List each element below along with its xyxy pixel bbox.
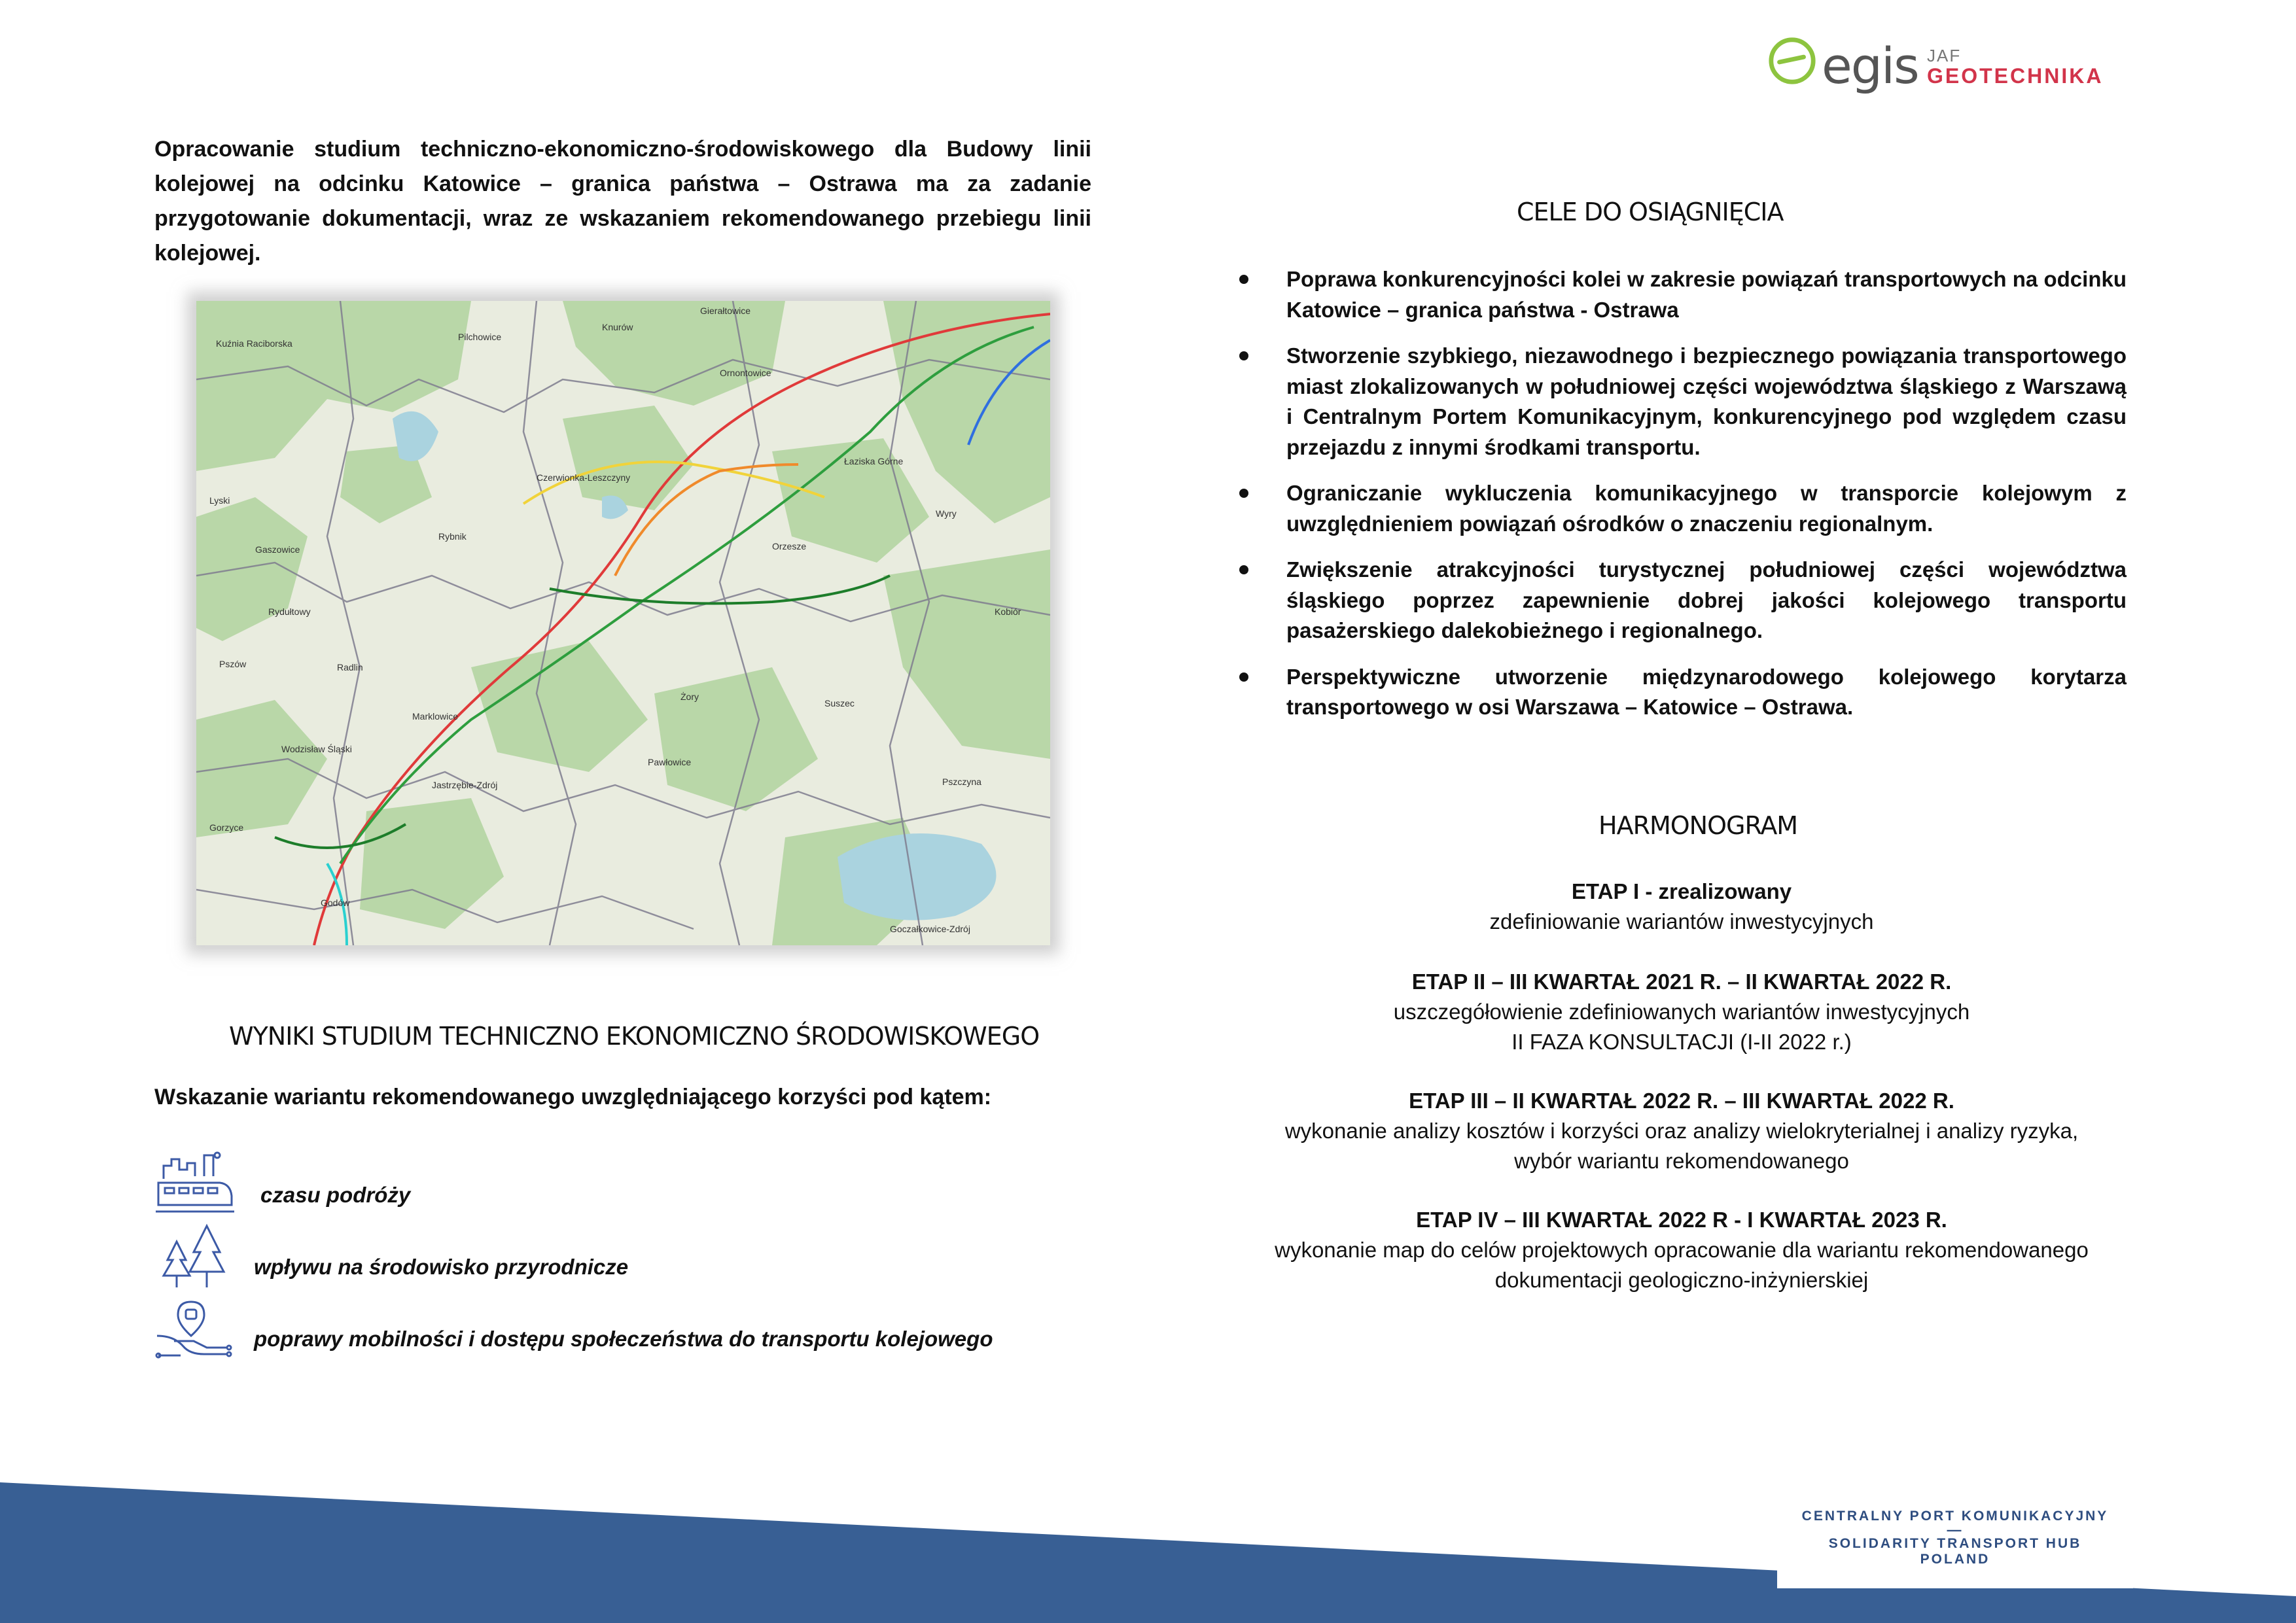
route-map [196,301,1050,945]
map-label: Radlin [337,662,363,672]
map-label: Godów [321,898,350,908]
train-city-icon [154,1150,236,1215]
goal-item: Poprawa konkurencyjności kolei w zakresie powiązań transportowych na odcinku Katowice – granica państwa - Ostrawa [1237,264,2127,325]
stage-heading: ETAP IV – III KWARTAŁ 2022 R - I KWARTAŁ 2023 R. [1416,1208,1947,1232]
wyniki-title: WYNIKI STUDIUM TECHNICZNO EKONOMICZNO ŚRODOWISKOWEGO [229,1022,1040,1051]
stage-heading: ETAP III – II KWARTAŁ 2022 R. – III KWARTAŁ 2022 R. [1409,1089,1954,1113]
benefit-label: poprawy mobilności i dostępu społeczeństwa do transportu kolejowego [254,1327,993,1351]
harmonogram-title: HARMONOGRAM [1598,811,1798,840]
map-label: Kuźnia Raciborska [216,338,292,349]
goal-item: Perspektywiczne utworzenie międzynarodowego kolejowego korytarza transportowego w osi Warszawa – Katowice – Ostrawa. [1237,662,2127,723]
cpk-line2: SOLIDARITY TRANSPORT HUB [1828,1536,2082,1551]
map-label: Rydułtowy [268,606,311,617]
benefit-item [154,1223,236,1292]
stage-block [1178,1086,2185,1176]
route-pin-icon [154,1298,236,1363]
benefit-label: wpływu na środowisko przyrodnicze [254,1255,629,1279]
map-label: Pilchowice [458,332,502,342]
map-label: Ornontowice [720,368,771,378]
map-label: Suszec [824,698,855,708]
map-label: Pszów [219,659,247,669]
cpk-dash: — [1947,1522,1964,1538]
stage-heading: ETAP II – III KWARTAŁ 2021 R. – II KWARTAŁ 2022 R. [1411,969,1952,994]
map-label: Knurów [602,322,633,332]
stage-block [1178,877,2185,937]
cpk-line3: POLAND [1920,1552,1990,1567]
stage-block [1178,1205,2185,1295]
stage-description: wykonanie map do celów projektowych opracowanie dla wariantu rekomendowanego [1275,1238,2089,1262]
goal-item: Stworzenie szybkiego, niezawodnego i bezpiecznego powiązania transportowego miast zlokalizowanych w południowej części województwa śląskiego z Warszawą i Centralnym Portem Komunikacyjnym, konkurencyjnego pod względem czasu przejazdu z innymi środkami transportu. [1237,341,2127,462]
map-label: Łaziska Górne [844,456,904,466]
stage-description: zdefiniowanie wariantów inwestycyjnych [1489,909,1874,934]
egis-wordmark: egis [1822,37,1918,95]
cele-title: CELE DO OSIĄGNIĘCIA [1517,198,1784,226]
benefit-item [154,1298,236,1367]
map-label: Jastrzębie-Zdrój [432,780,498,790]
jaf-wordmark: JAF [1927,46,1962,65]
map-label: Rybnik [438,531,467,542]
map-graphic [196,301,1050,945]
trees-icon [154,1223,236,1289]
stage-heading: ETAP I - zrealizowany [1571,879,1792,903]
map-label: Wyry [936,508,957,519]
geotechnika-wordmark: GEOTECHNIKA [1927,64,2104,88]
cpk-logo [1777,1486,2133,1588]
map-label: Pszczyna [942,777,981,787]
stage-block [1178,967,2185,1057]
map-label: Goczałkowice-Zdrój [890,924,970,934]
stage-description: wybór wariantu rekomendowanego [1514,1149,1849,1173]
egis-e-icon [1767,35,1818,86]
map-label: Marklowice [412,711,459,722]
jaf-geotechnika-logo [1927,46,2143,97]
map-label: Gierałtowice [700,305,751,316]
map-label: Kobiór [995,606,1021,617]
goal-item: Zwiększenie atrakcyjności turystycznej południowej części województwa śląskiego poprzez zapewnienie dobrej jakości kolejowego transportu pasażerskiego dalekobieżnego i regionalnego. [1237,555,2127,646]
benefit-item [154,1150,236,1219]
map-label: Czerwionka-Leszczyny [537,472,631,483]
map-label: Pawłowice [648,757,692,767]
map-label: Żory [680,691,699,702]
map-label: Gorzyce [209,822,244,833]
intro-paragraph: Opracowanie studium techniczno-ekonomiczno-środowiskowego dla Budowy linii kolejowej na odcinku Katowice – granica państwa – Ostrawa ma za zadanie przygotowanie dokumentacji, wraz ze wskazaniem rekomendowanego przebiegu linii kolejowej. [154,137,1091,266]
stage-description: uszczegółowienie zdefiniowanych wariantów inwestycyjnych [1393,1000,1970,1024]
goals-list [1237,264,2127,739]
map-label: Orzesze [772,541,807,551]
map-label: Gaszowice [255,544,300,555]
cpk-line1: CENTRALNY PORT KOMUNIKACYJNY [1801,1509,2109,1524]
map-label: Wodzisław Śląski [281,744,352,754]
wyniki-lead: Wskazanie wariantu rekomendowanego uwzględniającego korzyści pod kątem: [154,1085,992,1109]
benefit-label: czasu podróży [260,1183,411,1207]
map-label: Lyski [209,495,230,506]
goal-item: Ograniczanie wykluczenia komunikacyjnego w transporcie kolejowym z uwzględnieniem powiązań ośrodków o znaczeniu regionalnym. [1237,478,2127,539]
egis-logo [1767,31,1924,103]
stage-description: II FAZA KONSULTACJI (I-II 2022 r.) [1511,1030,1852,1054]
stage-description: dokumentacji geologiczno-inżynierskiej [1494,1268,1869,1292]
stage-description: wykonanie analizy kosztów i korzyści oraz analizy wielokryterialnej i analizy ryzyka, [1284,1119,2079,1143]
